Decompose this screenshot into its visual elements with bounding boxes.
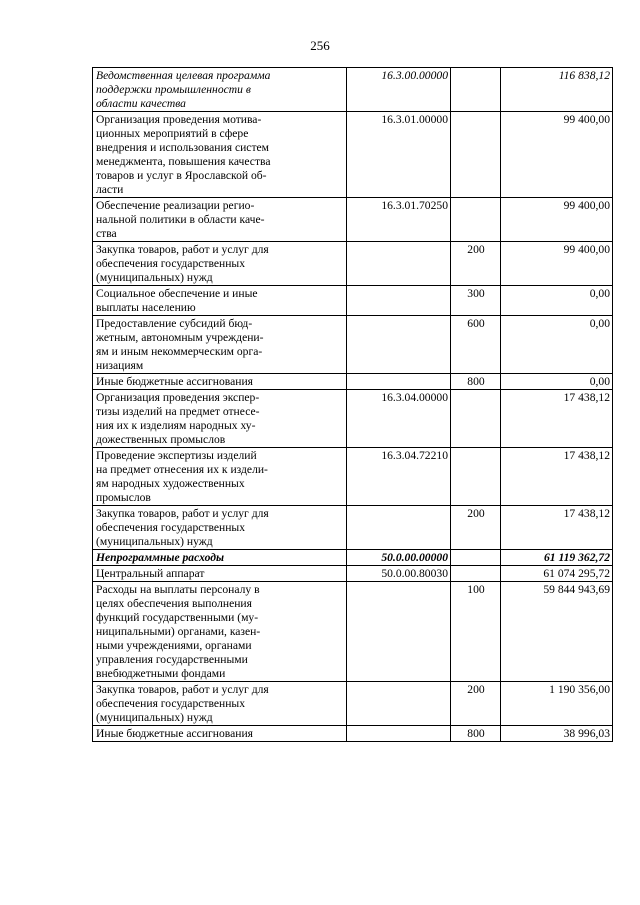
cell-vr-text: 800 [467,727,485,740]
cell-name-text: Центральный аппарат [96,567,205,580]
table-row [93,566,613,582]
cell-sum [501,582,613,682]
cell-vr [451,374,501,390]
cell-csr-text: 16.3.00.00000 [381,69,448,82]
cell-csr-text: 16.3.04.72210 [381,449,448,462]
cell-sum [501,112,613,198]
cell-name-text: Расходы на выплаты персоналу в целях обеспечения выполнения функций государственными (му- ниципальными) органами, казен- ными учреждениями, органами управления государственными внебюджетными фондами [96,583,261,680]
cell-name-text: Закупка товаров, работ и услуг для обеспечения государственных (муниципальных) нужд [96,507,269,548]
cell-vr [451,390,501,448]
cell-vr-text: 600 [467,317,485,330]
cell-csr-text: 16.3.01.70250 [381,199,448,212]
cell-csr [347,682,451,726]
cell-name [93,286,347,316]
cell-name-text: Закупка товаров, работ и услуг для обеспечения государственных (муниципальных) нужд [96,243,269,284]
table-row [93,390,613,448]
cell-sum [501,682,613,726]
cell-csr [347,566,451,582]
cell-sum-text: 0,00 [589,375,610,388]
table-row [93,374,613,390]
cell-sum [501,198,613,242]
cell-name-text: Социальное обеспечение и иные выплаты населению [96,287,258,314]
cell-name [93,506,347,550]
table-row [93,506,613,550]
cell-vr-text: 200 [467,683,485,696]
cell-csr [347,448,451,506]
cell-sum-text: 61 119 362,72 [543,551,610,564]
cell-sum-text: 1 190 356,00 [549,683,610,696]
cell-sum [501,316,613,374]
table-row [93,682,613,726]
cell-csr [347,112,451,198]
cell-sum-text: 61 074 295,72 [543,567,610,580]
cell-name [93,682,347,726]
cell-csr-text: 50.0.00.80030 [381,567,448,580]
table-row [93,286,613,316]
cell-name-text: Ведомственная целевая программа поддержки промышленности в области качества [96,69,271,110]
cell-sum [501,68,613,112]
cell-vr [451,582,501,682]
table-row [93,316,613,374]
cell-sum [501,550,613,566]
cell-vr [451,726,501,742]
cell-vr [451,550,501,566]
cell-sum-text: 99 400,00 [563,113,610,126]
cell-name-text: Непрограммные расходы [96,551,225,564]
cell-vr [451,448,501,506]
cell-vr [451,198,501,242]
cell-sum-text: 0,00 [589,317,610,330]
cell-name [93,198,347,242]
budget-table [92,67,613,742]
cell-name-text: Закупка товаров, работ и услуг для обеспечения государственных (муниципальных) нужд [96,683,269,724]
cell-sum [501,242,613,286]
cell-csr [347,374,451,390]
cell-name [93,582,347,682]
cell-sum-text: 99 400,00 [563,199,610,212]
cell-csr [347,242,451,286]
cell-name [93,374,347,390]
cell-name-text: Проведение экспертизы изделий на предмет отнесения их к издели- ям народных художественных промыслов [96,449,268,504]
cell-sum-text: 17 438,12 [563,391,610,404]
table-row [93,242,613,286]
cell-sum [501,566,613,582]
cell-sum-text: 17 438,12 [563,507,610,520]
cell-sum-text: 99 400,00 [563,243,610,256]
table-row [93,582,613,682]
cell-name [93,566,347,582]
cell-vr [451,506,501,550]
cell-name [93,316,347,374]
cell-csr [347,198,451,242]
cell-name-text: Иные бюджетные ассигнования [96,727,253,740]
cell-csr [347,726,451,742]
cell-name-text: Обеспечение реализации регио- нальной политики в области каче- ства [96,199,265,240]
cell-vr-text: 200 [467,507,485,520]
cell-csr-text: 16.3.04.00000 [381,391,448,404]
table-row [93,550,613,566]
cell-csr [347,68,451,112]
cell-csr-text: 50.0.00.00000 [381,551,448,564]
cell-vr-text: 100 [467,583,485,596]
cell-csr [347,550,451,566]
table-row [93,112,613,198]
cell-csr [347,390,451,448]
cell-vr [451,68,501,112]
table-row [93,68,613,112]
cell-vr [451,112,501,198]
cell-name [93,726,347,742]
budget-table-body [93,68,613,742]
cell-name-text: Иные бюджетные ассигнования [96,375,253,388]
cell-vr [451,286,501,316]
cell-sum [501,726,613,742]
cell-sum-text: 17 438,12 [563,449,610,462]
table-row [93,198,613,242]
cell-sum [501,506,613,550]
page-number: 256 [310,38,330,53]
cell-csr-text: 16.3.01.00000 [381,113,448,126]
cell-name [93,112,347,198]
cell-name [93,390,347,448]
cell-sum-text: 38 996,03 [563,727,610,740]
cell-csr [347,582,451,682]
cell-vr [451,682,501,726]
cell-vr-text: 200 [467,243,485,256]
cell-name-text: Организация проведения экспер- тизы изделий на предмет отнесе- ния их к изделиям народных ху- дожественных промыслов [96,391,260,446]
cell-vr-text: 800 [467,375,485,388]
cell-sum-text: 116 838,12 [558,69,610,82]
cell-sum-text: 59 844 943,69 [543,583,610,596]
cell-name [93,550,347,566]
cell-name [93,242,347,286]
cell-vr [451,242,501,286]
table-row [93,726,613,742]
cell-csr [347,506,451,550]
cell-name [93,68,347,112]
cell-vr [451,566,501,582]
cell-vr [451,316,501,374]
cell-sum [501,448,613,506]
cell-sum [501,286,613,316]
cell-name-text: Организация проведения мотива- ционных мероприятий в сфере внедрения и использования систем менеджмента, повышения качества товаров и услуг в Ярославской об- ласти [96,113,271,196]
cell-vr-text: 300 [467,287,485,300]
cell-name [93,448,347,506]
cell-csr [347,286,451,316]
cell-sum-text: 0,00 [589,287,610,300]
table-row [93,448,613,506]
cell-csr [347,316,451,374]
cell-sum [501,374,613,390]
cell-sum [501,390,613,448]
cell-name-text: Предоставление субсидий бюд- жетным, автономным учреждени- ям и иным некоммерческим орга- низациям [96,317,264,372]
